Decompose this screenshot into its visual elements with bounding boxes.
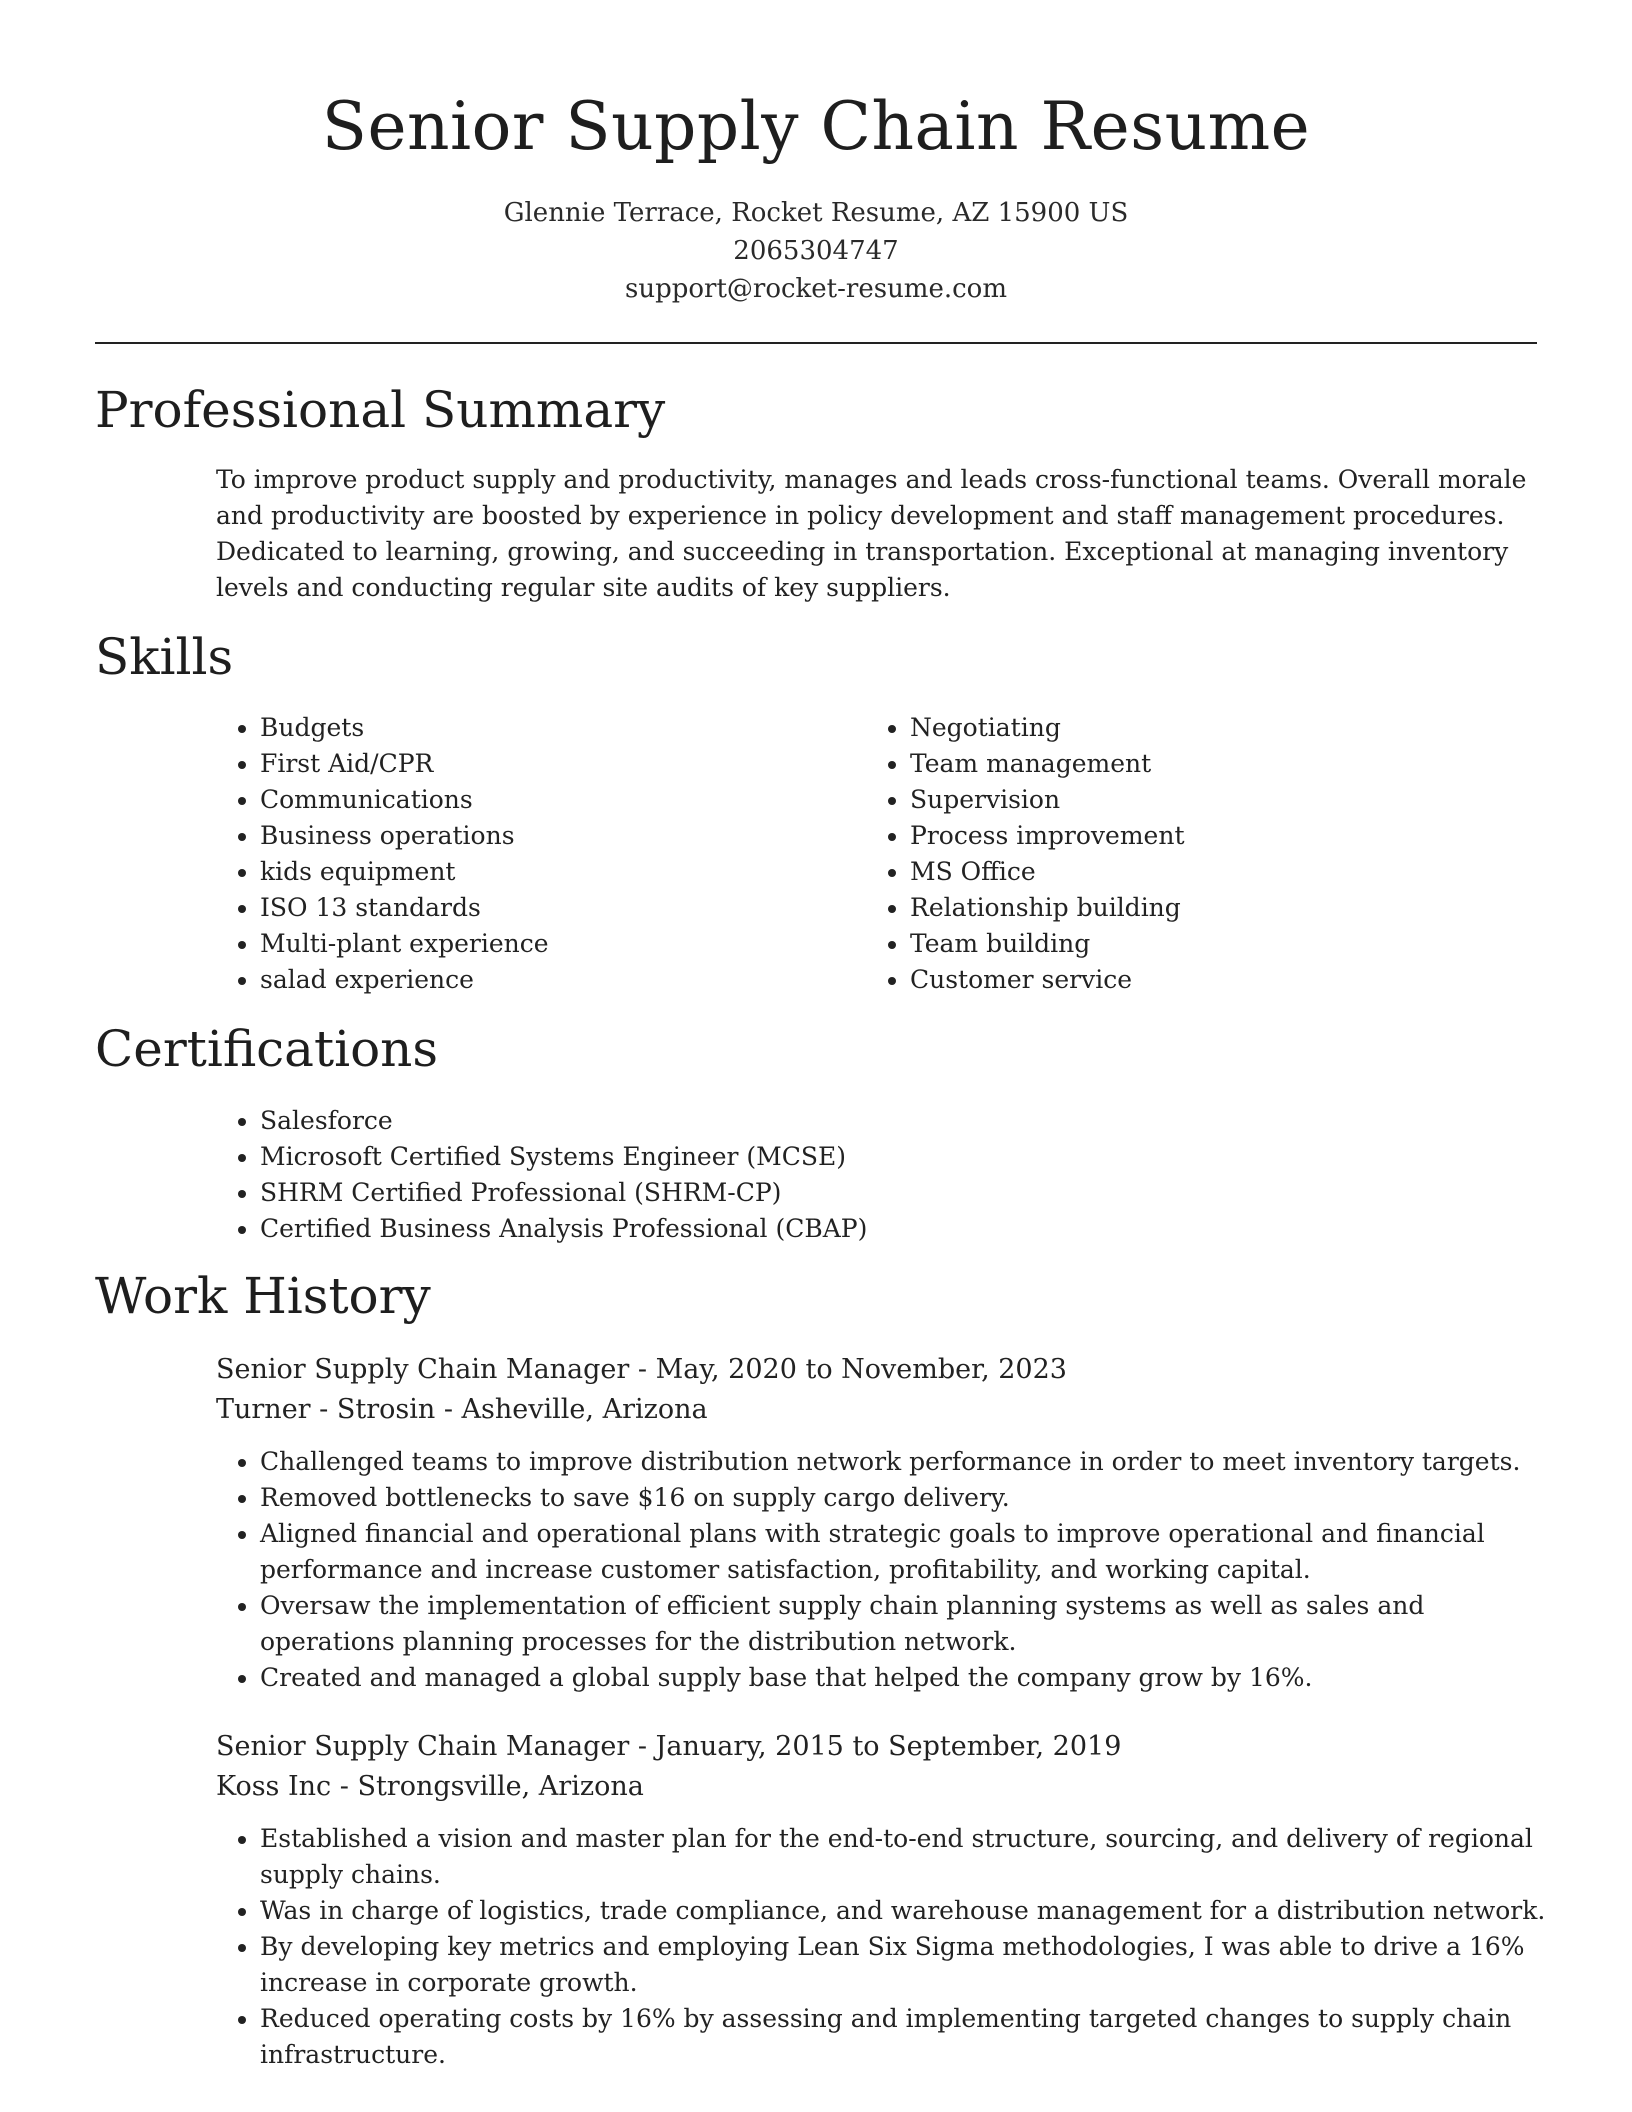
summary-text: To improve product supply and productivity, manages and leads cross-functional teams. Overall morale and productivity are boosted by experience in policy development and staff management procedures. Dedicated to learning, growing, and succeeding in transportation. Exceptional at managing inventory levels and conducting regular site audits of key suppliers. [216,465,1527,602]
skill-item: • Customer service [910,962,1526,998]
job-bullet: • Reduced operating costs by 16% by assessing and implementing targeted changes to supply chain infrastructure. [260,2001,1546,2073]
summary-heading: Professional Summary [95,381,666,439]
skills-list-right [866,710,1526,998]
job-bullet: • By developing key metrics and employing Lean Six Sigma methodologies, I was able to drive a 16% increase in corporate growth. [260,1929,1546,2001]
skill-item: • Team building [910,926,1526,962]
job-bullet-list [216,1444,1546,1696]
skill-item: • Budgets [260,710,836,746]
job-entry [216,1727,1546,2073]
contact-email: support@rocket-resume.com [624,274,1007,304]
job-bullet: • Oversaw the implementation of efficient supply chain planning systems as well as sales and operations planning processes for the distribution network. [260,1588,1546,1660]
contact-address: Glennie Terrace, Rocket Resume, AZ 15900 US [503,198,1129,228]
certification-item: • Certified Business Analysis Professional (CBAP) [260,1211,1516,1247]
skill-item: • Multi-plant experience [260,926,836,962]
skill-item: • First Aid/CPR [260,746,836,782]
certification-item: • SHRM Certified Professional (SHRM-CP) [260,1175,1516,1211]
certifications-heading: Certifications [95,1020,439,1078]
contact-phone: 2065304747 [733,236,899,266]
work-history-heading: Work History [95,1267,431,1325]
job-bullets [216,1821,1546,2073]
skill-item: • Business operations [260,818,836,854]
job-title-line: Senior Supply Chain Manager - January, 2015 to September, 2019 [216,1731,1122,1762]
header-divider [95,342,1537,344]
skill-item: • salad experience [260,962,836,998]
resume-title: Senior Supply Chain Resume [321,88,1311,165]
job-bullet: • Aligned financial and operational plans with strategic goals to improve operational and financial performance and increase customer satisfaction, profitability, and working capital. [260,1516,1546,1588]
skills-heading: Skills [95,628,234,686]
job-bullet: • Removed bottlenecks to save $16 on supply cargo delivery. [260,1480,1546,1516]
job-bullet: • Created and managed a global supply base that helped the company grow by 16%. [260,1660,1546,1696]
skills-list-left [216,710,836,998]
certification-item: • Salesforce [260,1103,1516,1139]
job-title-line: Senior Supply Chain Manager - May, 2020 to November, 2023 [216,1354,1067,1385]
certification-item: • Microsoft Certified Systems Engineer (MCSE) [260,1139,1516,1175]
skill-item: • ISO 13 standards [260,890,836,926]
certifications-block [216,1103,1516,1247]
skill-item: • Team management [910,746,1526,782]
job-company-line: Koss Inc - Strongsville, Arizona [216,1771,644,1802]
contact-block [0,194,1632,308]
skills-column-left [216,710,836,998]
job-bullet: • Was in charge of logistics, trade compliance, and warehouse management for a distribution network. [260,1893,1546,1929]
skill-item: • Process improvement [910,818,1526,854]
skill-item: • Negotiating [910,710,1526,746]
job-bullet: • Challenged teams to improve distribution network performance in order to meet inventory targets. [260,1444,1546,1480]
job-company-line: Turner - Strosin - Asheville, Arizona [216,1394,708,1425]
skill-item: • Relationship building [910,890,1526,926]
skills-column-right [866,710,1526,998]
certifications-list [216,1103,1516,1247]
job-bullets [216,1444,1546,1696]
resume-header [0,0,1632,308]
skill-item: • Communications [260,782,836,818]
skill-item: • MS Office [910,854,1526,890]
job-bullet-list [216,1821,1546,2073]
skill-item: • kids equipment [260,854,836,890]
job-entry [216,1350,1546,1696]
job-bullet: • Established a vision and master plan for the end-to-end structure, sourcing, and delivery of regional supply chains. [260,1821,1546,1893]
skill-item: • Supervision [910,782,1526,818]
